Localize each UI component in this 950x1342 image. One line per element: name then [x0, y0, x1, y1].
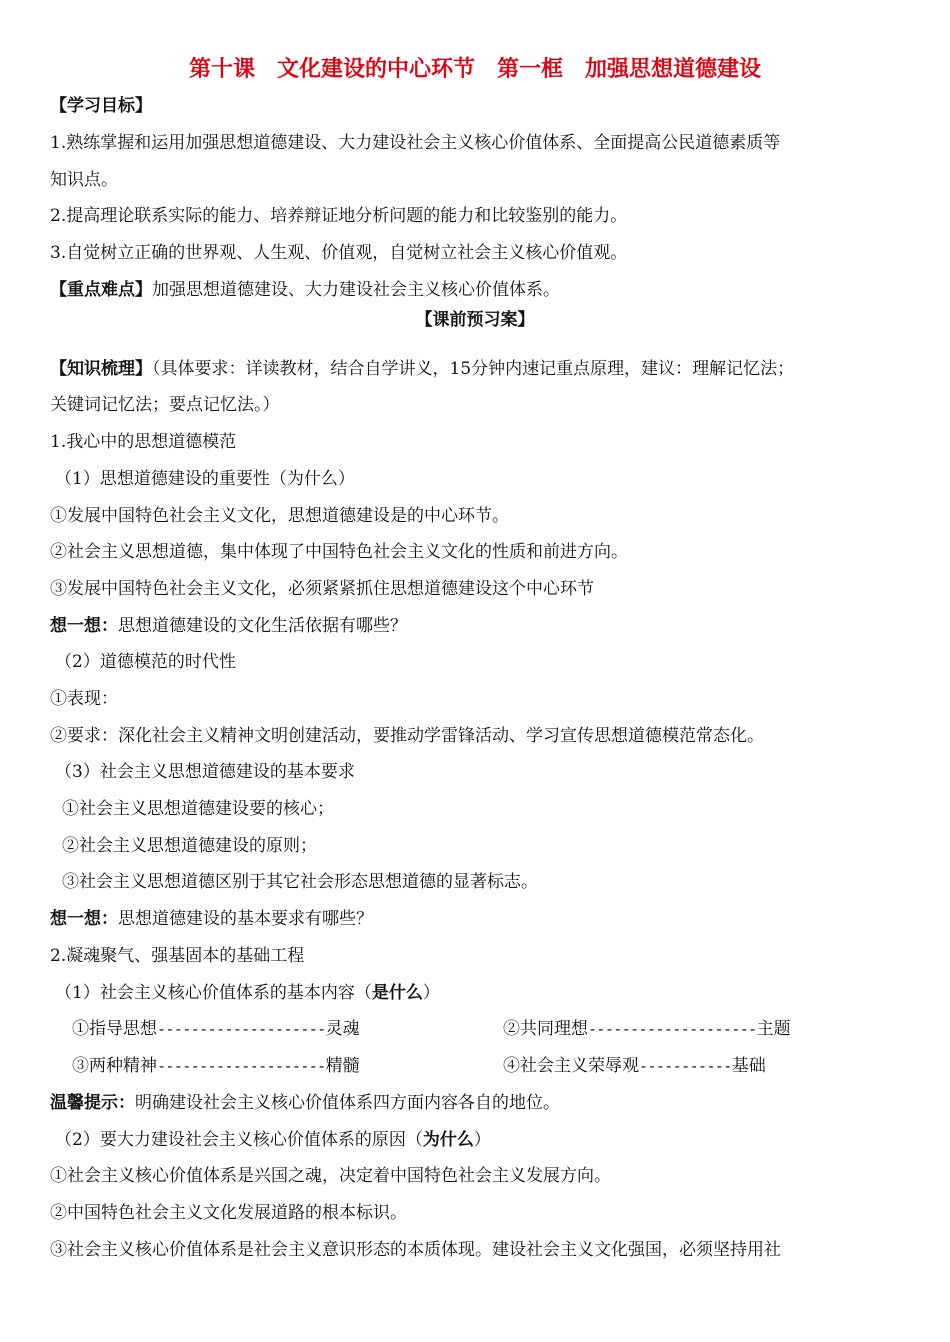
content-dashes: --------------------: [157, 1057, 326, 1075]
content-label: ②共同理想: [503, 1019, 588, 1039]
tip: [50, 1093, 910, 1113]
content-item-two-spirits: [72, 1056, 360, 1076]
content-dashes: --------------------: [157, 1020, 326, 1038]
tip-text: 明确建设社会主义核心价值体系四方面内容各自的地位。: [135, 1093, 560, 1113]
content-row-2: [0, 1056, 950, 1076]
section-1-sub-3-item-2: ②社会主义思想道德建设的原则；: [62, 836, 317, 856]
think-2-text: 思想道德建设的基本要求有哪些？: [118, 909, 373, 929]
section-1-sub-3-item-1: ①社会主义思想道德建设要的核心；: [62, 799, 334, 819]
think-2: [50, 909, 910, 929]
objective-1: 1.熟练掌握和运用加强思想道德建设、大力建设社会主义核心价值体系、全面提高公民道德素质等: [50, 133, 781, 153]
key-points-text: 加强思想道德建设、大力建设社会主义核心价值体系。: [152, 280, 560, 300]
content-dashes: -----------: [639, 1057, 732, 1075]
section-1-sub-2-item-1: ①表现：: [50, 689, 118, 709]
section-2-title: 2.凝魂聚气、强基固本的基础工程: [50, 946, 305, 966]
content-role: 基础: [731, 1056, 766, 1076]
content-role: 精髓: [325, 1056, 360, 1076]
content-dashes: --------------------: [588, 1020, 757, 1038]
objective-2: 2.提高理论联系实际的能力、培养辩证地分析问题的能力和比较鉴别的能力。: [50, 206, 628, 226]
preview-heading: 【课前预习案】: [415, 310, 535, 330]
section-2-sub-2-text: （2）要大力建设社会主义核心价值体系的原因（: [55, 1130, 423, 1150]
key-points: [50, 280, 910, 300]
content-role: 灵魂: [325, 1019, 360, 1039]
objective-3: 3.自觉树立正确的世界观、人生观、价值观，自觉树立社会主义核心价值观。: [50, 243, 628, 263]
content-row-1: [0, 1019, 950, 1039]
section-1-sub-2: （2）道德模范的时代性: [55, 652, 236, 672]
section-2-sub-1-close: ）: [422, 983, 440, 1003]
objectives-heading: 【学习目标】: [50, 96, 152, 116]
think-1-label: 想一想：: [50, 616, 118, 636]
content-item-honor-view: [503, 1056, 766, 1076]
content-role: 主题: [756, 1019, 791, 1039]
think-2-label: 想一想：: [50, 909, 118, 929]
knowledge-line-2: 关键词记忆法；要点记忆法。）: [50, 395, 280, 415]
section-2-sub-2: [55, 1130, 915, 1150]
section-2-sub-2-item-2: ②中国特色社会主义文化发展道路的根本标识。: [50, 1203, 407, 1223]
section-1-sub-1: （1）思想道德建设的重要性（为什么）: [55, 469, 355, 489]
section-2-sub-1: [55, 983, 915, 1003]
section-1-sub-2-item-2: ②要求：深化社会主义精神文明创建活动，要推动学雷锋活动、学习宣传思想道德模范常态化。: [50, 726, 764, 746]
section-2-sub-2-item-1: ①社会主义核心价值体系是兴国之魂，决定着中国特色社会主义发展方向。: [50, 1166, 611, 1186]
content-item-guiding-thought: [72, 1019, 360, 1039]
content-item-common-ideal: [503, 1019, 791, 1039]
section-2-sub-1-text: （1）社会主义核心价值体系的基本内容（: [55, 983, 372, 1003]
section-1-sub-3-item-3: ③社会主义思想道德区别于其它社会形态思想道德的显著标志。: [62, 872, 538, 892]
knowledge-line-1: [50, 359, 910, 379]
knowledge-label: 【知识梳理】: [50, 359, 152, 379]
tip-label: 温馨提示：: [50, 1093, 135, 1113]
page-title: 第十课 文化建设的中心环节 第一框 加强思想道德建设: [188, 57, 761, 82]
section-1-sub-3: （3）社会主义思想道德建设的基本要求: [55, 762, 355, 782]
content-label: ③两种精神: [72, 1056, 157, 1076]
objective-1-cont: 知识点。: [50, 170, 118, 190]
key-points-label: 【重点难点】: [50, 280, 152, 300]
section-2-sub-2-item-3: ③社会主义核心价值体系是社会主义意识形态的本质体现。建设社会主义文化强国，必须坚持用社: [50, 1240, 781, 1260]
section-1-sub-1-item-3: ③发展中国特色社会主义文化，必须紧紧抓住思想道德建设这个中心环节: [50, 579, 594, 599]
section-1-sub-1-item-1: ①发展中国特色社会主义文化，思想道德建设是的中心环节。: [50, 506, 509, 526]
section-1-title: 1.我心中的思想道德模范: [50, 432, 237, 452]
think-1-text: 思想道德建设的文化生活依据有哪些？: [118, 616, 407, 636]
content-label: ④社会主义荣辱观: [503, 1056, 639, 1076]
section-2-sub-2-emphasis: 为什么: [422, 1130, 474, 1150]
think-1: [50, 616, 910, 636]
section-2-sub-1-emphasis: 是什么: [371, 983, 423, 1003]
section-2-sub-2-close: ）: [473, 1130, 491, 1150]
content-label: ①指导思想: [72, 1019, 157, 1039]
knowledge-requirements: （具体要求：详读教材，结合自学讲义，15分钟内速记重点原理，建议：理解记忆法；: [152, 359, 795, 379]
section-1-sub-1-item-2: ②社会主义思想道德，集中体现了中国特色社会主义文化的性质和前进方向。: [50, 542, 628, 562]
